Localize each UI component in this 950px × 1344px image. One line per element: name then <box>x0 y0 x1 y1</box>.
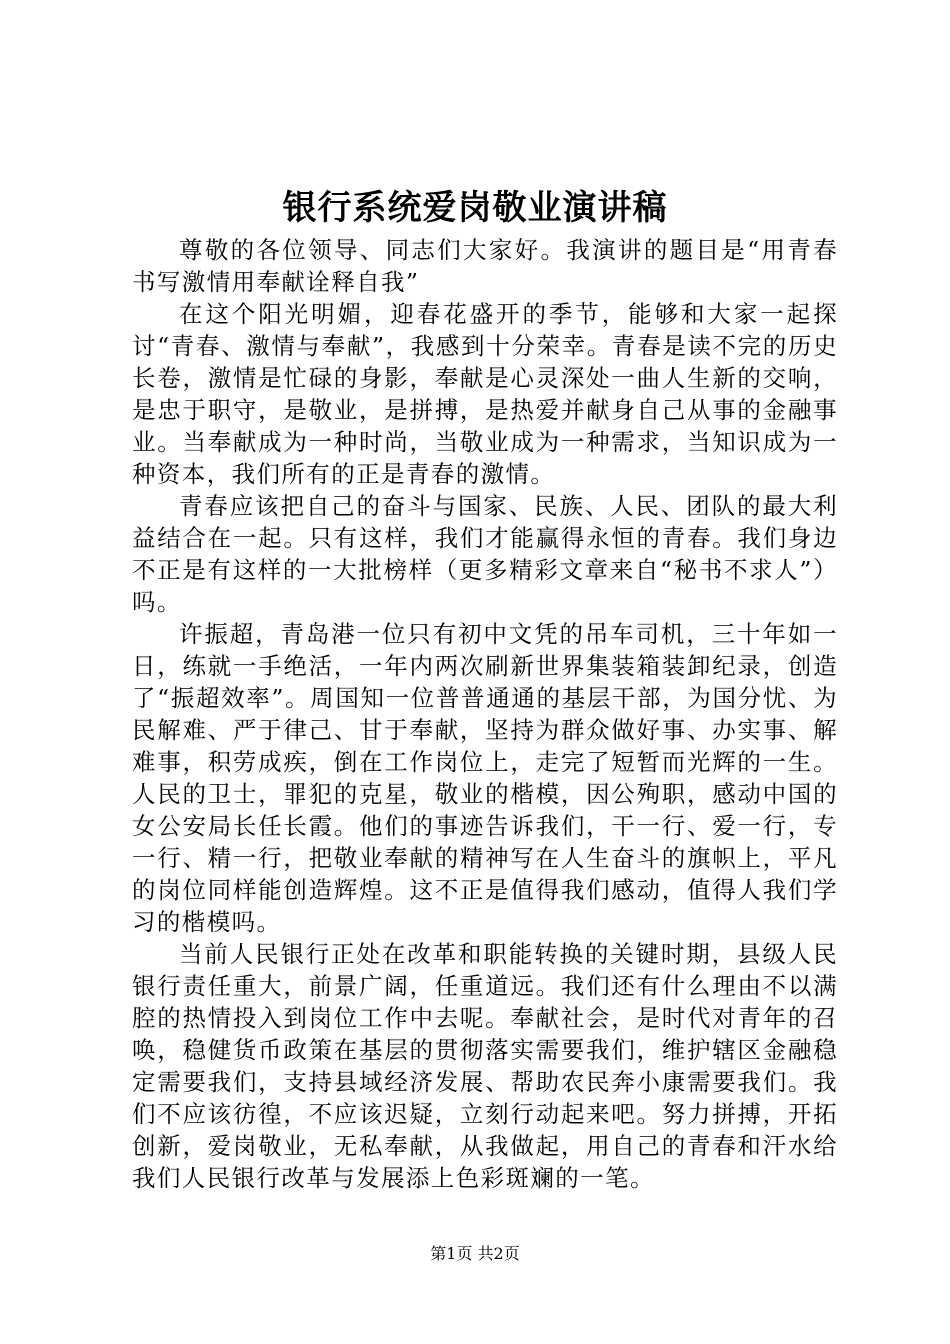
document-title: 银行系统爱岗敬业演讲稿 <box>282 188 668 228</box>
document-body <box>132 234 838 1194</box>
page-footer: 第1页 共2页 <box>430 1244 520 1263</box>
paragraph: 许振超，青岛港一位只有初中文凭的吊车司机，三十年如一日，练就一手绝活，一年内两次刷新世界集装箱装卸纪录，创造了“振超效率”。周国知一位普普通通的基层干部，为国分忧、为民解难、严于律己、甘于奉献，坚持为群众做好事、办实事、解难事，积劳成疾，倒在工作岗位上，走完了短暂而光辉的一生。人民的卫士，罪犯的克星，敬业的楷模，因公殉职，感动中国的女公安局长任长霞。他们的事迹告诉我们，干一行、爱一行，专一行、精一行，把敬业奉献的精神写在人生奋斗的旗帜上，平凡的岗位同样能创造辉煌。这不正是值得我们感动，值得人我们学习的楷模吗。 <box>132 620 838 936</box>
paragraph: 尊敬的各位领导、同志们大家好。我演讲的题目是“用青春书写激情用奉献诠释自我” <box>132 236 838 296</box>
paragraph: 青春应该把自己的奋斗与国家、民族、人民、团队的最大利益结合在一起。只有这样，我们才能赢得永恒的青春。我们身边不正是有这样的一大批榜样（更多精彩文章来自“秘书不求人”）吗。 <box>132 492 838 616</box>
paragraph: 当前人民银行正处在改革和职能转换的关键时期，县级人民银行责任重大，前景广阔，任重道远。我们还有什么理由不以满腔的热情投入到岗位工作中去呢。奉献社会，是时代对青年的召唤，稳健货币政策在基层的贯彻落实需要我们，维护辖区金融稳定需要我们，支持县域经济发展、帮助农民奔小康需要我们。我们不应该彷徨，不应该迟疑，立刻行动起来吧。努力拼搏，开拓创新，爱岗敬业，无私奉献，从我做起，用自己的青春和汗水给我们人民银行改革与发展添上色彩斑斓的一笔。 <box>132 940 838 1192</box>
paragraph: 在这个阳光明媚，迎春花盛开的季节，能够和大家一起探讨“青春、激情与奉献”，我感到十分荣幸。青春是读不完的历史长卷，激情是忙碌的身影，奉献是心灵深处一曲人生新的交响，是忠于职守，是敬业，是拼搏，是热爱并献身自己从事的金融事业。当奉献成为一种时尚，当敬业成为一种需求，当知识成为一种资本，我们所有的正是青春的激情。 <box>132 300 838 488</box>
